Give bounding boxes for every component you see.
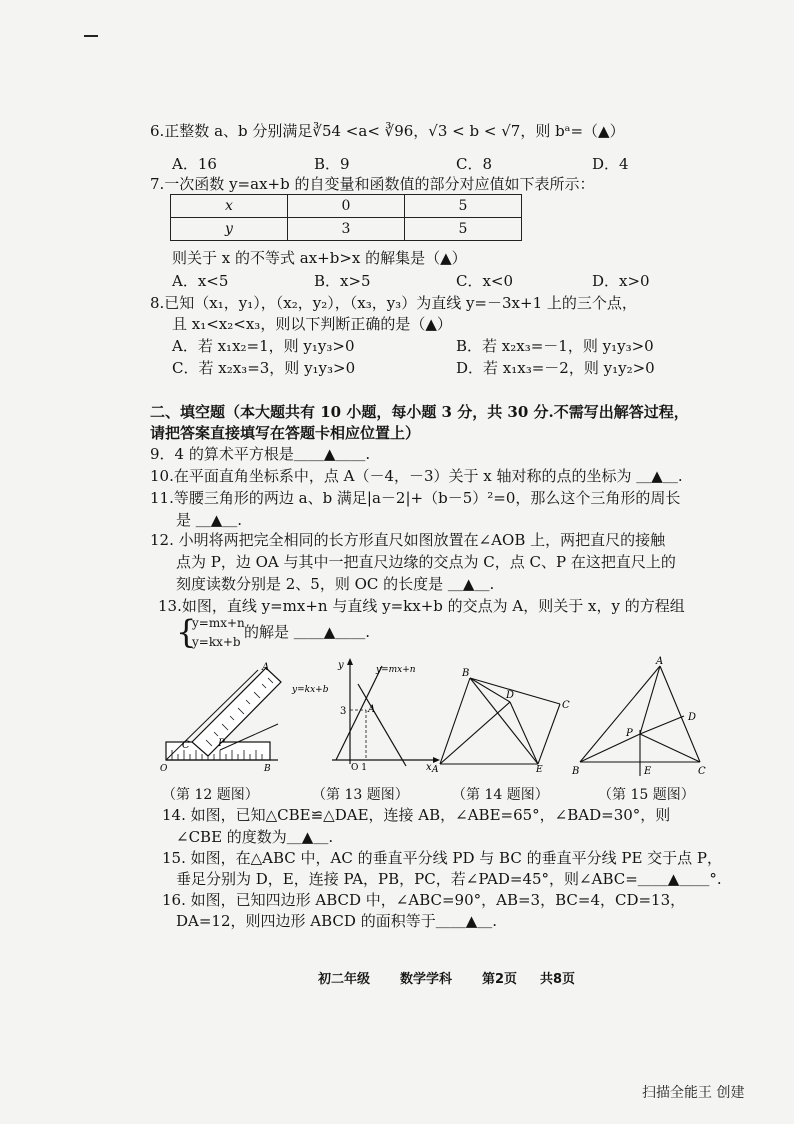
fig14-label-d: D [506,690,515,701]
footer-subject: 数学学科 [400,972,453,987]
fig15-label-a: A [656,656,664,667]
q6-option-a: A．16 [172,155,217,173]
figure-12 [160,660,285,775]
fig13-label-line1: y=mx+n [376,665,416,675]
corner-dash [84,35,98,37]
fig15-label-p: P [626,728,633,739]
fig13-label-x: x [426,762,432,773]
table-cell: 5 [405,195,522,218]
question-6-stem: 6.正整数 a、b 分别满足∛54 <a< ∛96，√3 < b < √7，则 bᵃ=（▲） [150,122,625,140]
question-14-line2: ∠CBE 的度数为＿▲＿. [176,828,334,846]
figure-12-caption: （第 12 题图） [162,787,259,803]
question-8-line1: 8.已知（x₁，y₁），（x₂，y₂），（x₃，y₃）为直线 y=－3x+1 上的三个点， [150,294,637,312]
question-16-line1: 16. 如图，已知四边形 ABCD 中，∠ABC=90°，AB=3，BC=4，CD=13， [162,891,686,909]
q8-option-c: C．若 x₂x₃=3，则 y₁y₃>0 [172,359,356,377]
q8-option-b: B．若 x₂x₃=－1，则 y₁y₃>0 [456,337,654,355]
figure-14 [432,664,578,774]
equation-system-line1: y=mx+n [192,616,245,630]
q6-option-c: C．8 [456,155,493,173]
footer-page: 第2页 [482,972,518,987]
question-13-line1: 13.如图，直线 y=mx+n 与直线 y=kx+b 的交点为 A，则关于 x，y 的方程组 [158,597,685,615]
fig15-label-d: D [688,712,697,723]
fig12-label-a: A [262,662,270,673]
q7-option-c: C．x<0 [456,272,514,290]
question-11-line2: 是 ＿▲＿. [176,511,243,529]
section-2-heading-cont: 请把答案直接填写在答题卡相应位置上） [150,424,421,442]
footer-grade: 初二年级 [318,972,371,987]
value-table [170,194,522,241]
q6-option-b: B．9 [314,155,350,173]
q7-option-a: A．x<5 [172,272,229,290]
q6-option-d: D．4 [592,155,629,173]
table-cell: 0 [288,195,405,218]
table-cell: 3 [288,218,405,241]
figure-13 [292,656,442,773]
fig13-label-a: A [368,704,376,715]
fig12-label-b: B [264,764,271,774]
question-11-line1: 11.等腰三角形的两边 a、b 满足|a－2|+（b－5）²=0，那么这个三角形的周长 [150,489,681,507]
fig15-label-e: E [644,766,652,777]
fig14-label-b: B [462,668,470,679]
fig14-label-a: A [432,765,439,775]
table-cell: y [171,218,288,241]
question-10: 10.在平面直角坐标系中，点 A（－4，－3）关于 x 轴对称的点的坐标为 ＿▲＿. [150,467,683,485]
question-16-line2: DA=12，则四边形 ABCD 的面积等于＿＿▲＿. [176,912,497,930]
fig12-label-p: P [218,738,225,749]
fig13-label-3: 3 [340,706,347,717]
fig13-label-line2: y=kx+b [292,685,329,695]
equation-system-line2: y=kx+b [192,635,241,649]
equation-brace: { [176,613,197,651]
figure-15-caption: （第 15 题图） [598,787,695,803]
question-14-line1: 14. 如图，已知△CBE≌△DAE，连接 AB，∠ABE=65°，∠BAD=30°，则 [162,806,671,824]
figure-13-caption: （第 13 题图） [312,787,409,803]
fig15-label-b: B [572,766,580,777]
q7-option-d: D．x>0 [592,272,650,290]
question-15-line2: 垂足分别为 D，E，连接 PA，PB，PC，若∠PAD=45°，则∠ABC=＿＿▲＿＿°. [176,870,722,888]
fig13-label-origin: O 1 [351,763,367,773]
table-cell: x [171,195,288,218]
footer-total: 共8页 [540,972,576,987]
question-12-line2: 点为 P，边 OA 与其中一把直尺边缘的交点为 C，点 C、P 在这把直尺上的 [176,553,676,571]
fig12-label-c: C [182,740,190,751]
q8-option-d: D．若 x₁x₃=－2，则 y₁y₂>0 [456,359,655,377]
section-2-heading: 二、填空题（本大题共有 10 小题，每小题 3 分，共 30 分.不需写出解答过程， [150,403,689,421]
question-13-tail: 的解是 ＿＿▲＿＿. [244,623,371,641]
question-15-line1: 15. 如图，在△ABC 中，AC 的垂直平分线 PD 与 BC 的垂直平分线 PE 交于点 P， [162,849,723,867]
fig12-label-o: O [160,764,168,774]
table-cell: 5 [405,218,522,241]
question-7-follow: 则关于 x 的不等式 ax+b>x 的解集是（▲） [172,249,467,267]
figure-15 [566,656,716,778]
question-9: 9．4 的算术平方根是＿＿▲＿＿. [150,445,371,463]
q8-option-a: A．若 x₁x₂=1，则 y₁y₃>0 [172,337,355,355]
q7-option-b: B．x>5 [314,272,371,290]
fig14-label-e: E [536,765,543,775]
question-12-line3: 刻度读数分别是 2、5，则 OC 的长度是 ＿▲＿. [176,575,495,593]
figure-14-caption: （第 14 题图） [452,787,549,803]
question-8-line2: 且 x₁<x₂<x₃，则以下判断正确的是（▲） [172,315,452,333]
fig14-label-c: C [562,700,570,711]
question-12-line1: 12. 小明将两把完全相同的长方形直尺如图放置在∠AOB 上，两把直尺的接触 [150,531,666,549]
fig15-label-c: C [698,766,706,777]
scanner-watermark: 扫描全能王 创建 [642,1085,745,1101]
fig13-label-y: y [338,660,344,671]
question-7-stem: 7.一次函数 y=ax+b 的自变量和函数值的部分对应值如下表所示： [150,175,595,193]
